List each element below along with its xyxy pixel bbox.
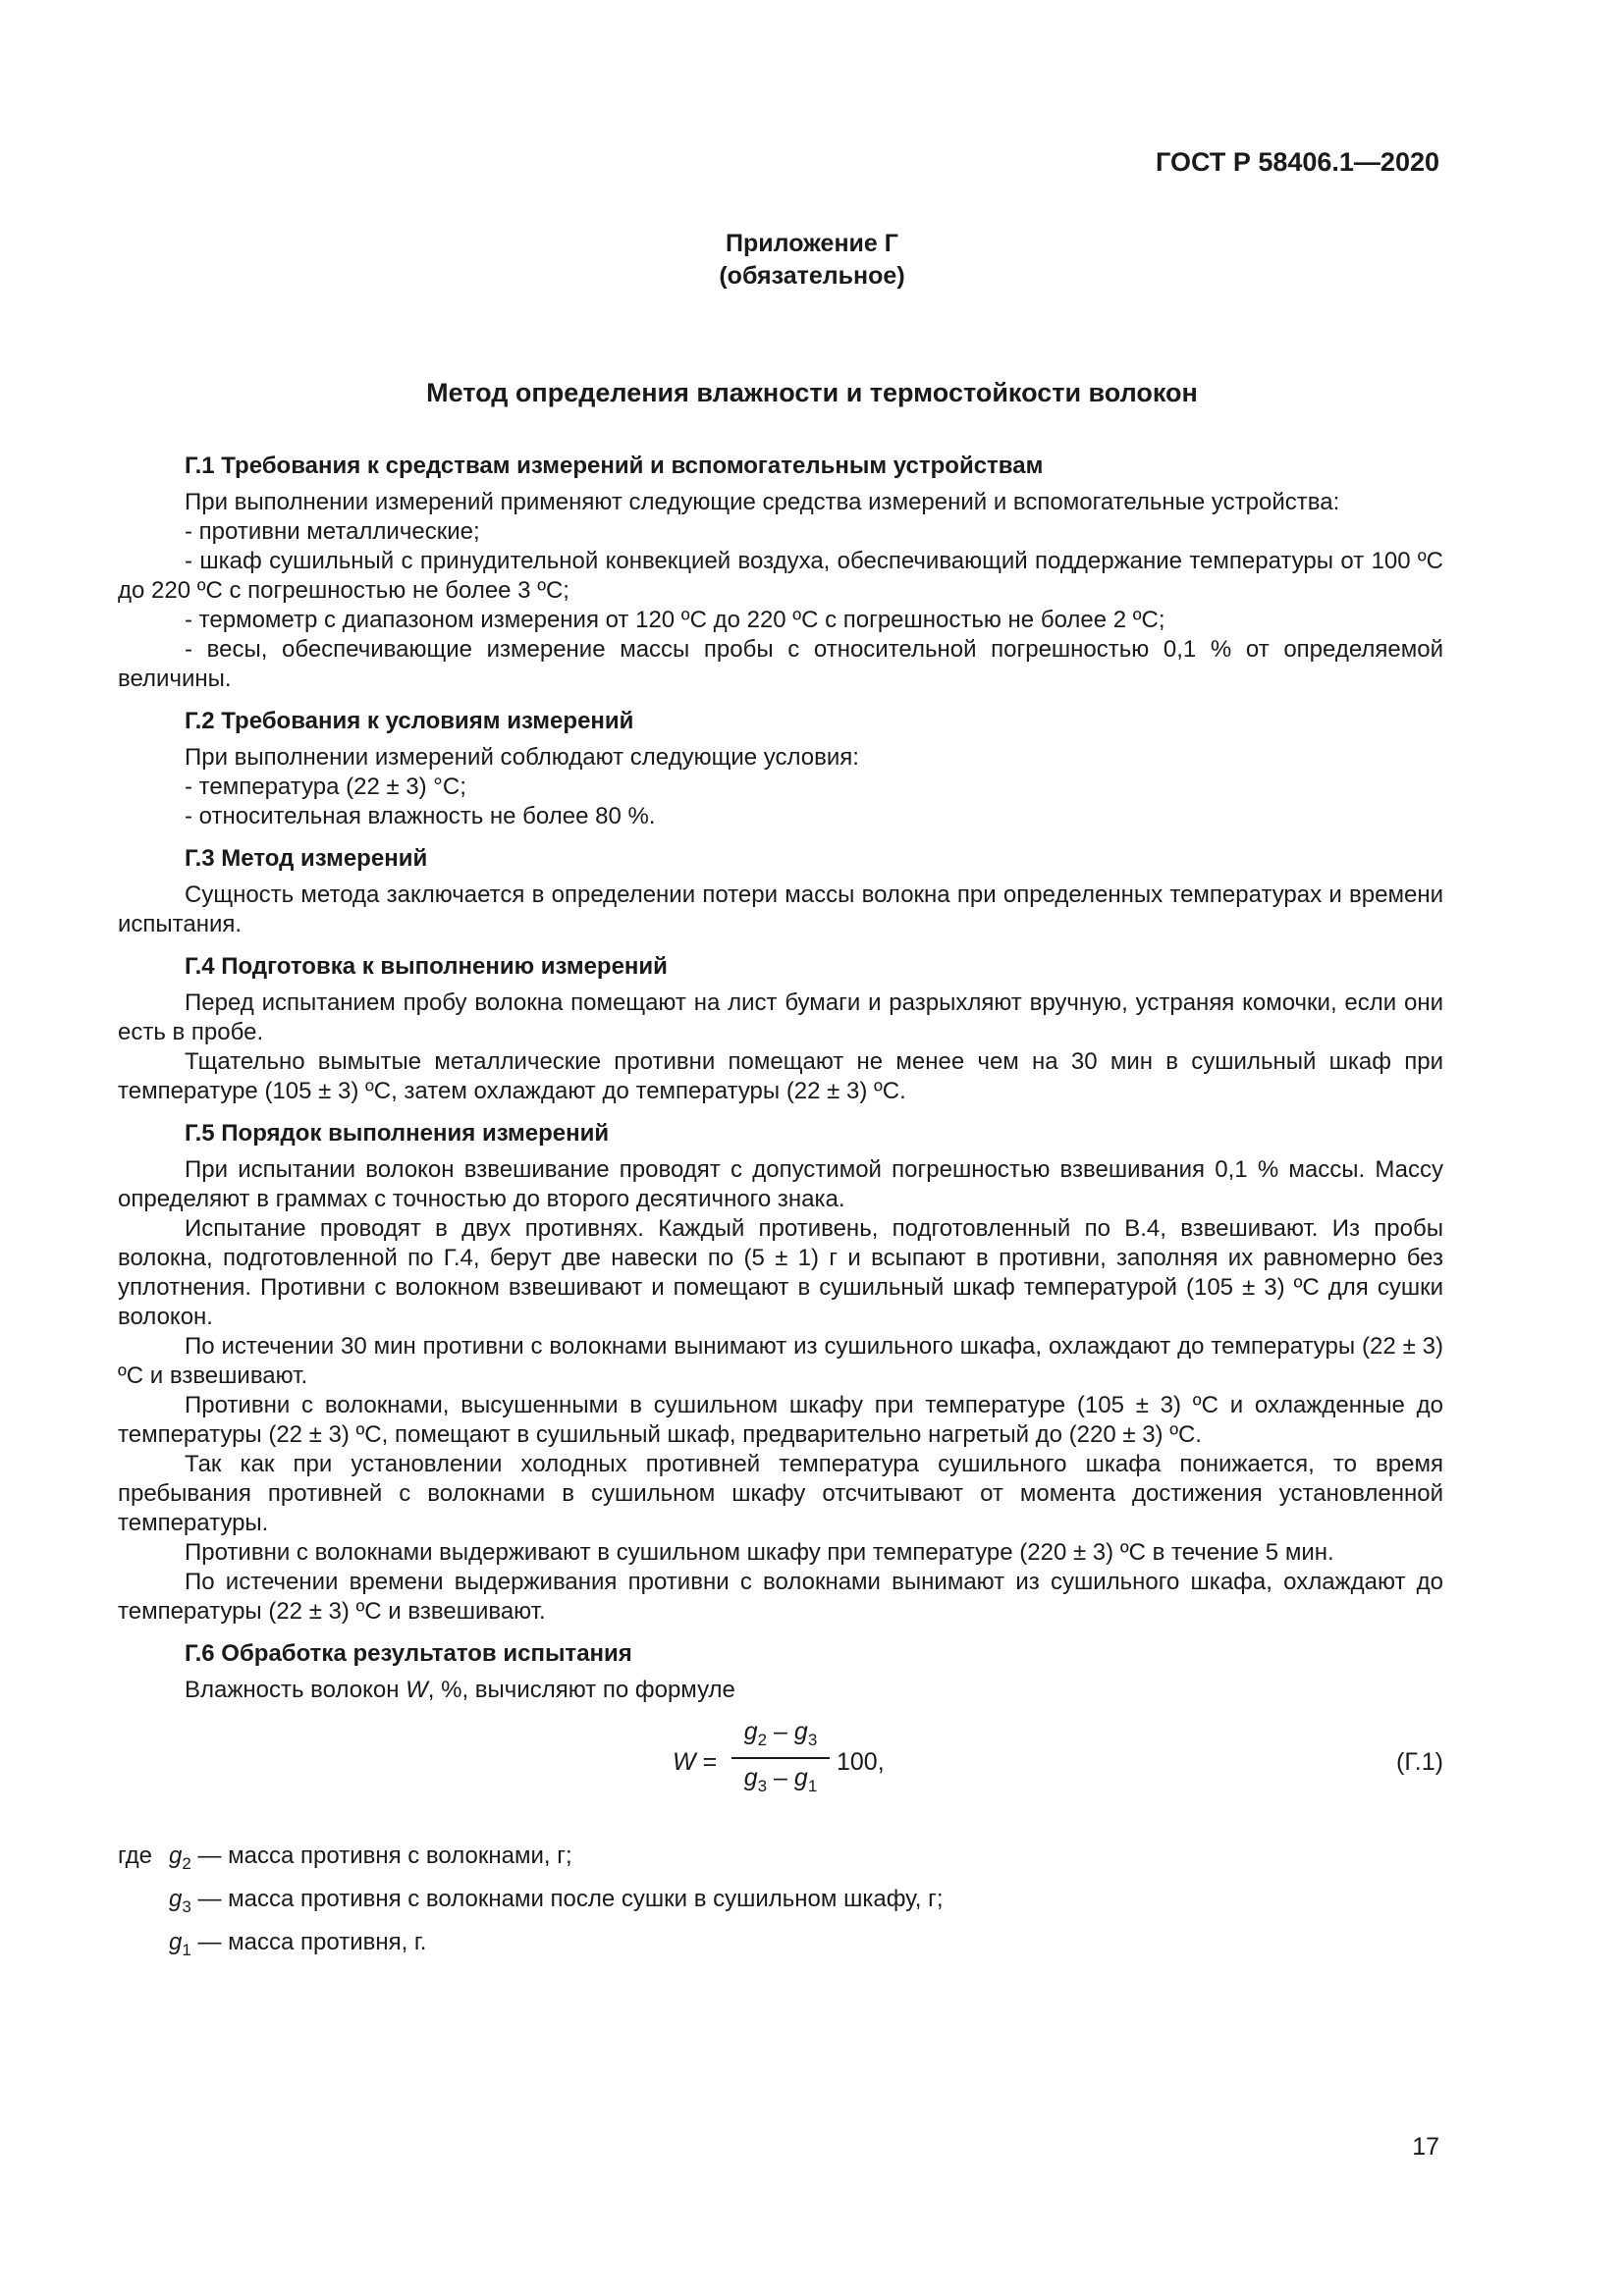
paragraph: Так как при установлении холодных противней температура сушильного шкафа понижается, то время пребывания противней с волокнами в сушильном шкафу отсчитывают от момента достижения установленной температуры.: [118, 1451, 1443, 1536]
section-heading-g5: Г.5 Порядок выполнения измерений: [185, 1120, 610, 1147]
paragraph: По истечении 30 мин противни с волокнами вынимают из сушильного шкафа, охлаждают до температуры (22 ± 3) ºС и взвешивают.: [118, 1333, 1443, 1389]
appendix-heading: [0, 228, 1624, 293]
appendix-title: Приложение Г: [726, 230, 898, 257]
main-title: Метод определения влажности и термостойкости волокон: [426, 378, 1198, 407]
where-line: где $g_2$ — масса противня с волокнами, г;: [118, 1835, 1443, 1878]
paragraph: При выполнении измерений соблюдают следующие условия:: [185, 744, 859, 771]
formula-number: (Г.1): [1396, 1748, 1443, 1776]
formula-factor: 100,: [837, 1748, 885, 1776]
list-item: - относительная влажность не более 80 %.: [185, 803, 656, 829]
paragraph: Сущность метода заключается в определении потери массы волокна при определенных температурах и времени испытания.: [118, 881, 1443, 937]
paragraph: Тщательно вымытые металлические противни помещают не менее чем на 30 мин в сушильный шкаф при температуре (105 ± 3) ºС, затем охлаждают до температуры (22 ± 3) ºС.: [118, 1048, 1443, 1104]
formula-g1: [118, 1717, 1443, 1813]
where-label: где: [118, 1842, 153, 1869]
formula-lhs: W =: [673, 1748, 718, 1776]
section-heading-g6: Г.6 Обработка результатов испытания: [185, 1640, 632, 1667]
paragraph: При испытании волокон взвешивание проводят с допустимой погрешностью взвешивания 0,1 % массы. Массу определяют в граммах с точностью до второго десятичного знака.: [118, 1156, 1443, 1212]
paragraph: По истечении времени выдерживания противни с волокнами вынимают из сушильного шкафа, охлаждают до температуры (22 ± 3) ºС и взвешивают.: [118, 1569, 1443, 1625]
section-heading-g2: Г.2 Требования к условиям измерений: [185, 708, 634, 734]
paragraph: При выполнении измерений применяют следующие средства измерений и вспомогательные устройства:: [185, 489, 1340, 515]
list-item: - шкаф сушильный с принудительной конвекцией воздуха, обеспечивающий поддержание температуры от 100 ºС до 220 ºС с погрешностью не более 3 ºС;: [118, 548, 1443, 604]
formula-numerator: $g_2 - g_3$: [731, 1717, 830, 1759]
list-item: - температура (22 ± 3) °С;: [185, 774, 466, 800]
formula-denominator: $g_3 - g_1$: [743, 1764, 818, 1795]
paragraph: Противни с волокнами, высушенными в сушильном шкафу при температуре (105 ± 3) ºС и охлажденные до температуры (22 ± 3) ºС, помещают в сушильный шкаф, предварительно нагретый до (220 ± 3) ºС.: [118, 1392, 1443, 1448]
list-item: - термометр с диапазоном измерения от 120 ºС до 220 ºС с погрешностью не более 2 ºС;: [185, 607, 1165, 633]
list-item: - противни металлические;: [185, 518, 480, 545]
paragraph: Испытание проводят в двух противнях. Каждый противень, подготовленный по В.4, взвешивают. Из пробы волокна, подготовленной по Г.4, берут две навески по (5 ± 1) г и всыпают в противни, заполняя их равномерно без уплотнения. Противни с волокном взвешивают и помещают в сушильный шкаф температурой (105 ± 3) ºС для сушки волокон.: [118, 1215, 1443, 1330]
page-number: 17: [1412, 2133, 1439, 2161]
paragraph: Противни с волокнами выдерживают в сушильном шкафу при температуре (220 ± 3) ºС в течение 5 мин.: [185, 1539, 1334, 1566]
section-heading-g1: Г.1 Требования к средствам измерений и вспомогательным устройствам: [185, 453, 1044, 479]
where-line: $g_1$ — масса противня, г.: [169, 1929, 427, 1959]
paragraph: Перед испытанием пробу волокна помещают на лист бумаги и разрыхляют вручную, устраняя комочки, если они есть в пробе.: [118, 989, 1443, 1045]
document-body: [118, 452, 1443, 1964]
standard-designation: ГОСТ Р 58406.1—2020: [1156, 147, 1439, 177]
where-block: [118, 1835, 1443, 1964]
where-line: $g_3$ — масса противня с волокнами после сушки в сушильном шкафу, г;: [169, 1886, 944, 1916]
section-heading-g3: Г.3 Метод измерений: [185, 845, 428, 872]
appendix-status: (обязательное): [719, 262, 905, 290]
formula-fraction: [731, 1717, 830, 1801]
formula-intro: Влажность волокон W, %, вычисляют по формуле: [185, 1677, 735, 1703]
list-item: - весы, обеспечивающие измерение массы пробы с относительной погрешностью 0,1 % от определяемой величины.: [118, 636, 1443, 692]
section-heading-g4: Г.4 Подготовка к выполнению измерений: [185, 953, 668, 980]
